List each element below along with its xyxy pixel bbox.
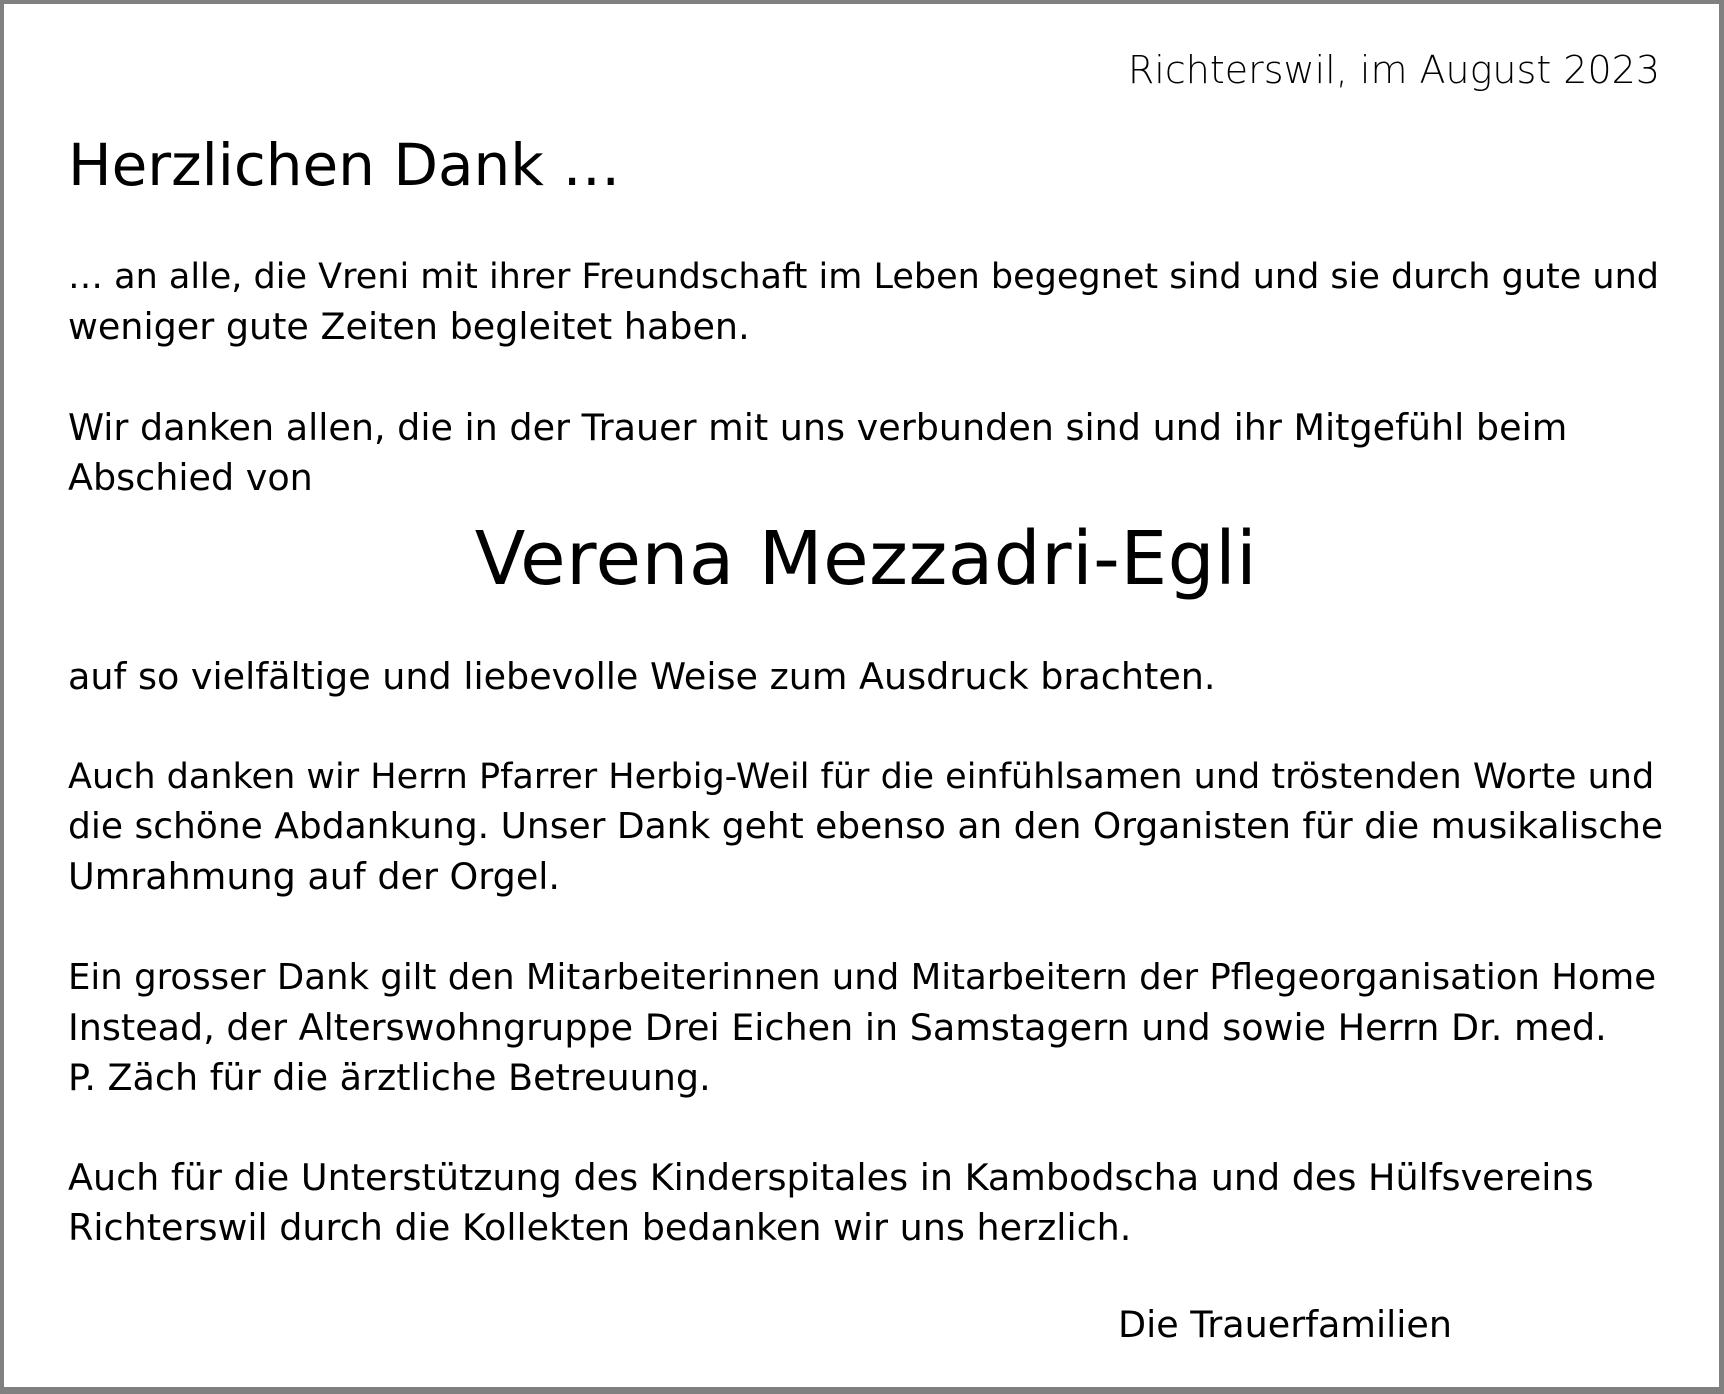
text-line: Auch danken wir Herrn Pfarrer Herbig-Weil für die einfühlsamen und tröstenden Worte und — [68, 757, 1655, 797]
signature: Die Trauerfamilien — [1118, 1303, 1452, 1346]
deceased-name: Verena Mezzadri-Egli — [474, 516, 1258, 602]
paragraph-expression — [68, 652, 1670, 702]
text-line: auf so vielfältige und liebevolle Weise zum Ausdruck brachten. — [68, 655, 1216, 698]
paragraph-thanks-pastor — [68, 752, 1670, 902]
paragraph-thanks-friends — [68, 252, 1670, 352]
paragraph-thanks-caregivers — [68, 953, 1670, 1103]
paragraph-thanks-mourners — [68, 403, 1670, 503]
place-date: Richterswil, im August 2023 — [1127, 48, 1660, 92]
text-line: Ein grosser Dank gilt den Mitarbeiterinnen und Mitarbeitern der Pflegeorganisation Home — [68, 957, 1657, 998]
text-line: Umrahmung auf der Orgel. — [68, 855, 561, 898]
text-line: Instead, der Alterswohngruppe Drei Eichen in Samstagern und sowie Herrn Dr. med. — [68, 1006, 1607, 1049]
text-line: Auch für die Unterstützung des Kinderspitales in Kambodscha und des Hülfsvereins — [68, 1156, 1594, 1199]
text-line: Abschied von — [68, 456, 313, 499]
text-line: P. Zäch für die ärztliche Betreuung. — [68, 1056, 711, 1099]
text-line: Wir danken allen, die in der Trauer mit uns verbunden sind und ihr Mitgefühl beim — [68, 406, 1568, 449]
heading: Herzlichen Dank … — [68, 131, 621, 199]
text-line: weniger gute Zeiten begleitet haben. — [68, 305, 750, 348]
text-line: die schöne Abdankung. Unser Dank geht ebenso an den Organisten für die musikalische — [68, 806, 1664, 847]
text-line: … an alle, die Vreni mit ihrer Freundschaft im Leben begegnet sind und sie durch gute und — [68, 257, 1659, 297]
paragraph-thanks-donations — [68, 1153, 1670, 1253]
text-line: Richterswil durch die Kollekten bedanken wir uns herzlich. — [68, 1206, 1132, 1249]
